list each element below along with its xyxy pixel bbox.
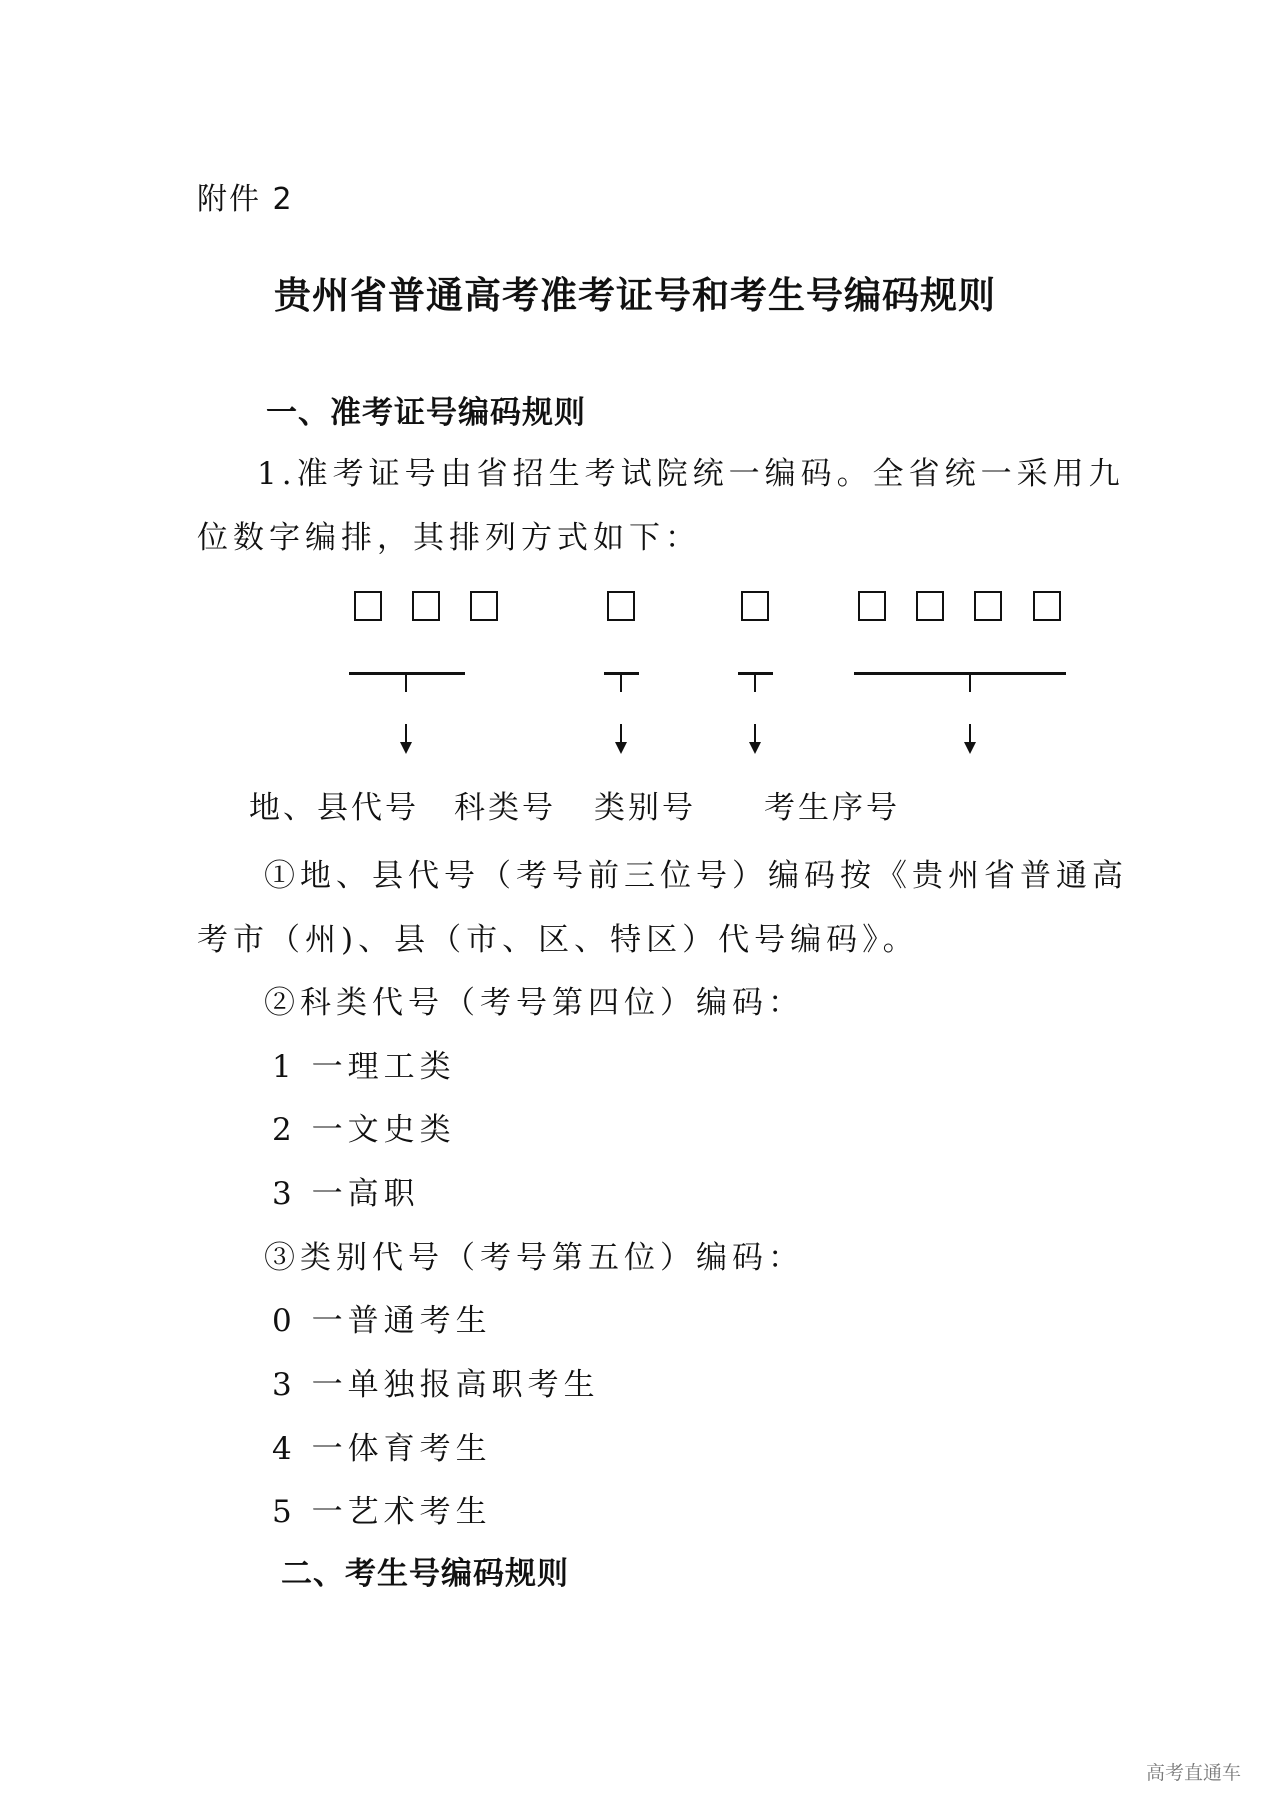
label-category-code: 类别号 (594, 790, 696, 826)
down-arrow-icon (754, 724, 756, 752)
label-subject-code: 科类号 (454, 790, 556, 826)
note2: ②科类代号（考号第四位）编码： (264, 985, 804, 1021)
digit-box (858, 591, 886, 621)
bracket-stem (405, 674, 407, 692)
para1-line1: 1.准考证号由省招生考试院统一编码。全省统一采用九 (257, 456, 1125, 492)
digit-box (354, 591, 382, 621)
para1-line2: 位数字编排，其排列方式如下： (197, 520, 701, 556)
digit-box (412, 591, 440, 621)
category-item: 0 一普通考生 (272, 1303, 492, 1339)
label-serial-number: 考生序号 (764, 790, 900, 826)
digit-box (470, 591, 498, 621)
category-item: 5 一艺术考生 (272, 1494, 492, 1530)
bracket-stem (620, 674, 622, 692)
subject-item: 1 一理工类 (272, 1049, 456, 1085)
label-region-code: 地、县代号 (249, 790, 419, 826)
note1-line1: ①地、县代号（考号前三位号）编码按《贵州省普通高 (264, 858, 1128, 894)
category-item: 3 一单独报高职考生 (272, 1367, 600, 1403)
bracket-stem (754, 674, 756, 692)
category-item: 4 一体育考生 (272, 1431, 492, 1467)
subject-item: 2 一文史类 (272, 1112, 456, 1148)
attachment-label: 附件 2 (197, 182, 294, 217)
down-arrow-icon (405, 724, 407, 752)
digit-box (974, 591, 1002, 621)
digit-box (1033, 591, 1061, 621)
note3: ③类别代号（考号第五位）编码： (264, 1240, 804, 1276)
bracket-line (854, 672, 1066, 675)
digit-box (916, 591, 944, 621)
bracket-stem (969, 674, 971, 692)
page-title: 贵州省普通高考准考证号和考生号编码规则 (274, 274, 996, 317)
subject-item: 3 一高职 (272, 1176, 420, 1212)
bracket-line (349, 672, 465, 675)
section1-heading: 一、准考证号编码规则 (266, 395, 586, 431)
section2-heading: 二、考生号编码规则 (281, 1556, 569, 1592)
watermark: 高考直通车 (1146, 1762, 1242, 1784)
note1-line2: 考市（州)、县（市、区、特区）代号编码》。 (197, 922, 919, 958)
digit-box (741, 591, 769, 621)
down-arrow-icon (969, 724, 971, 752)
down-arrow-icon (620, 724, 622, 752)
digit-box (607, 591, 635, 621)
